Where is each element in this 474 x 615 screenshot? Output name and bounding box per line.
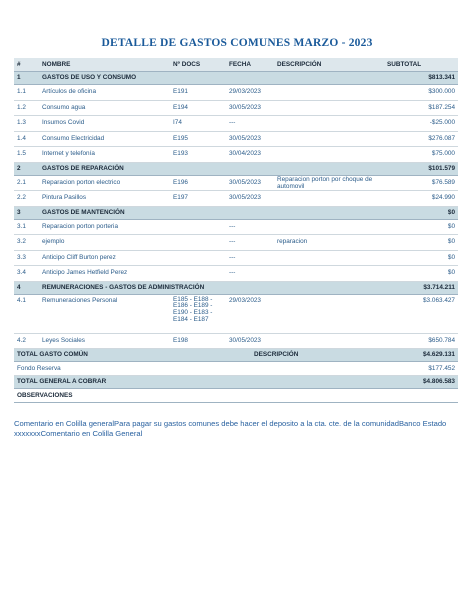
row-date: 30/05/2023 bbox=[226, 100, 274, 116]
row-date: --- bbox=[226, 250, 274, 266]
row-doc-link bbox=[170, 235, 226, 251]
total-gasto-row bbox=[14, 349, 458, 362]
row-doc-link[interactable]: E197 bbox=[170, 191, 226, 207]
row-amount: $0 bbox=[384, 235, 458, 251]
row-amount: $300.000 bbox=[384, 85, 458, 101]
row-description bbox=[274, 250, 384, 266]
row-number: 4.2 bbox=[14, 333, 39, 349]
row-number: 1.3 bbox=[14, 116, 39, 132]
row-number: 3.1 bbox=[14, 219, 39, 235]
row-name: Reparacion porton porteria bbox=[39, 219, 170, 235]
row-amount: $0 bbox=[384, 266, 458, 282]
row-date: 30/04/2023 bbox=[226, 147, 274, 163]
row-date: --- bbox=[226, 219, 274, 235]
row-doc-link bbox=[170, 266, 226, 282]
row-date: 30/05/2023 bbox=[226, 333, 274, 349]
table-row bbox=[14, 250, 458, 266]
row-number: 4.1 bbox=[14, 294, 39, 333]
row-number: 1.2 bbox=[14, 100, 39, 116]
row-date: --- bbox=[226, 266, 274, 282]
section-row bbox=[14, 281, 458, 294]
row-description bbox=[274, 147, 384, 163]
section-number: 4 bbox=[14, 281, 39, 294]
section-name: GASTOS DE MANTENCIÓN bbox=[39, 206, 384, 219]
row-amount: $276.087 bbox=[384, 131, 458, 147]
row-description bbox=[274, 100, 384, 116]
row-doc-link[interactable]: E191 bbox=[170, 85, 226, 101]
row-date: 29/03/2023 bbox=[226, 85, 274, 101]
row-amount: $0 bbox=[384, 219, 458, 235]
table-row bbox=[14, 85, 458, 101]
table-row bbox=[14, 116, 458, 132]
row-description bbox=[274, 219, 384, 235]
section-total: $0 bbox=[384, 206, 458, 219]
row-name: Consumo Electricidad bbox=[39, 131, 170, 147]
row-name: Remuneraciones Personal bbox=[39, 294, 170, 333]
row-doc-link[interactable]: I74 bbox=[170, 116, 226, 132]
total-general-row bbox=[14, 376, 458, 389]
total-gasto-desc-label: DESCRIPCIÓN bbox=[226, 349, 384, 362]
section-total: $3.714.211 bbox=[384, 281, 458, 294]
observaciones-label: OBSERVACIONES bbox=[14, 389, 458, 403]
fondo-reserva-label: Fondo Reserva bbox=[14, 362, 384, 376]
row-description: Reparacion porton por choque de automovil bbox=[274, 175, 384, 191]
row-number: 3.3 bbox=[14, 250, 39, 266]
col-header-description: DESCRIPCIÓN bbox=[274, 58, 384, 72]
row-doc-link[interactable]: E193 bbox=[170, 147, 226, 163]
total-gasto-label: TOTAL GASTO COMÚN bbox=[14, 349, 226, 362]
table-row bbox=[14, 100, 458, 116]
page-title: DETALLE DE GASTOS COMUNES MARZO - 2023 bbox=[101, 37, 373, 49]
row-number: 2.2 bbox=[14, 191, 39, 207]
row-name: Leyes Sociales bbox=[39, 333, 170, 349]
row-amount: $76.589 bbox=[384, 175, 458, 191]
row-amount: $3.063.427 bbox=[384, 294, 458, 333]
row-doc-link[interactable]: E185 - E188 - E186 - E189 - E190 - E183 - E184 - E187 bbox=[170, 294, 226, 333]
row-date: --- bbox=[226, 235, 274, 251]
row-amount: $0 bbox=[384, 250, 458, 266]
row-doc-link bbox=[170, 219, 226, 235]
row-date: 29/03/2023 bbox=[226, 294, 274, 333]
row-amount: $24.990 bbox=[384, 191, 458, 207]
row-number: 2.1 bbox=[14, 175, 39, 191]
row-description bbox=[274, 116, 384, 132]
total-general-label: TOTAL GENERAL A COBRAR bbox=[14, 376, 384, 389]
observaciones-row bbox=[14, 389, 458, 403]
row-description bbox=[274, 294, 384, 333]
section-number: 2 bbox=[14, 162, 39, 175]
row-number: 3.2 bbox=[14, 235, 39, 251]
row-amount: $75.000 bbox=[384, 147, 458, 163]
row-name: Anticipo James Hetfield Perez bbox=[39, 266, 170, 282]
row-doc-link[interactable]: E196 bbox=[170, 175, 226, 191]
table-row bbox=[14, 219, 458, 235]
row-description: reparacion bbox=[274, 235, 384, 251]
expense-table bbox=[14, 58, 458, 403]
section-row bbox=[14, 72, 458, 85]
row-name: ejemplo bbox=[39, 235, 170, 251]
total-general-value: $4.806.583 bbox=[384, 376, 458, 389]
section-number: 1 bbox=[14, 72, 39, 85]
row-doc-link[interactable]: E194 bbox=[170, 100, 226, 116]
table-row bbox=[14, 175, 458, 191]
table-row bbox=[14, 191, 458, 207]
row-name: Internet y telefonía bbox=[39, 147, 170, 163]
table-row bbox=[14, 131, 458, 147]
row-doc-link[interactable]: E198 bbox=[170, 333, 226, 349]
table-row bbox=[14, 294, 458, 333]
row-name: Insumos Covid bbox=[39, 116, 170, 132]
row-amount: $650.784 bbox=[384, 333, 458, 349]
row-name: Artículos de oficina bbox=[39, 85, 170, 101]
row-description bbox=[274, 266, 384, 282]
row-date: 30/05/2023 bbox=[226, 191, 274, 207]
section-name: GASTOS DE REPARACIÓN bbox=[39, 162, 384, 175]
section-name: GASTOS DE USO Y CONSUMO bbox=[39, 72, 384, 85]
row-amount: $187.254 bbox=[384, 100, 458, 116]
row-description bbox=[274, 333, 384, 349]
col-header-date: FECHA bbox=[226, 58, 274, 72]
row-number: 1.1 bbox=[14, 85, 39, 101]
row-name: Consumo agua bbox=[39, 100, 170, 116]
section-name: REMUNERACIONES - GASTOS DE ADMINISTRACIÓN bbox=[39, 281, 384, 294]
row-name: Pintura Pasillos bbox=[39, 191, 170, 207]
table-row bbox=[14, 266, 458, 282]
fondo-reserva-row bbox=[14, 362, 458, 376]
row-doc-link[interactable]: E195 bbox=[170, 131, 226, 147]
row-date: 30/05/2023 bbox=[226, 175, 274, 191]
section-row bbox=[14, 206, 458, 219]
table-body bbox=[14, 72, 458, 349]
section-total: $101.579 bbox=[384, 162, 458, 175]
section-total: $813.341 bbox=[384, 72, 458, 85]
table-row bbox=[14, 333, 458, 349]
col-header-subtotal: SUBTOTAL bbox=[384, 58, 458, 72]
section-row bbox=[14, 162, 458, 175]
row-date: 30/05/2023 bbox=[226, 131, 274, 147]
fondo-reserva-value: $177.452 bbox=[384, 362, 458, 376]
row-doc-link bbox=[170, 250, 226, 266]
table-header-row bbox=[14, 58, 458, 72]
footer-comment: Comentario en Colilla generalPara pagar su gastos comunes debe hacer el deposito a la cta. cte. de la comunidadBanco Estado xxxxxxxComentario en Colilla General bbox=[14, 419, 447, 438]
col-header-num: # bbox=[14, 58, 39, 72]
row-number: 1.4 bbox=[14, 131, 39, 147]
col-header-docs: Nº DOCS bbox=[170, 58, 226, 72]
row-name: Reparacion porton electrico bbox=[39, 175, 170, 191]
section-number: 3 bbox=[14, 206, 39, 219]
row-number: 3.4 bbox=[14, 266, 39, 282]
total-gasto-value: $4.629.131 bbox=[384, 349, 458, 362]
col-header-name: NOMBRE bbox=[39, 58, 170, 72]
row-description bbox=[274, 191, 384, 207]
table-row bbox=[14, 147, 458, 163]
row-name: Anticipo Cliff Burton perez bbox=[39, 250, 170, 266]
row-amount: -$25.000 bbox=[384, 116, 458, 132]
row-description bbox=[274, 85, 384, 101]
row-description bbox=[274, 131, 384, 147]
row-number: 1.5 bbox=[14, 147, 39, 163]
row-date: --- bbox=[226, 116, 274, 132]
table-row bbox=[14, 235, 458, 251]
